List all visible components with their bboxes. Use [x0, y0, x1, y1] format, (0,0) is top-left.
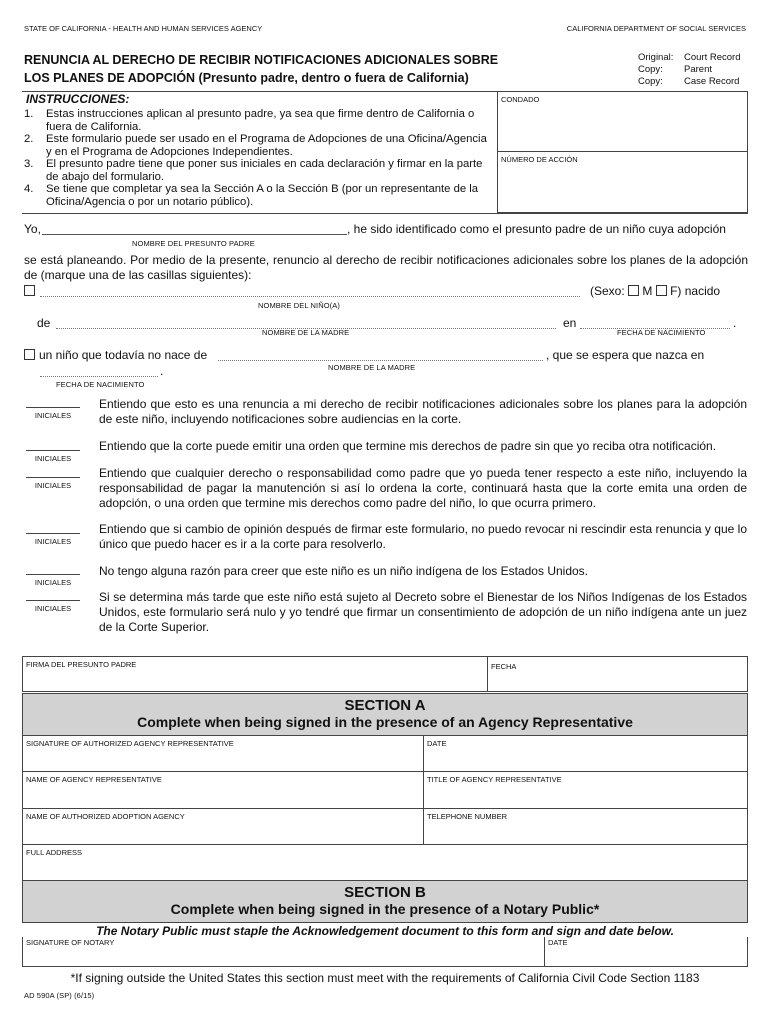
- child-name-input[interactable]: [40, 284, 580, 297]
- instruction-item: 1. Estas instrucciones aplican al presunto padre, ya sea que firme dentro de California o fuera de California.: [24, 108, 475, 133]
- notary-notice: The Notary Public must staple the Acknowledgement document to this form and sign and date below.: [96, 924, 674, 938]
- statement-paragraph: No tengo alguna razón para creer que este niño es un niño indígena de los Estados Unidos.: [99, 564, 588, 578]
- initials-field[interactable]: INICIALES: [26, 450, 80, 463]
- department-header: CALIFORNIA DEPARTMENT OF SOCIAL SERVICES: [566, 24, 746, 33]
- agency-name-field[interactable]: NAME OF AUTHORIZED ADOPTION AGENCY: [22, 808, 424, 845]
- action-number-field[interactable]: NÚMERO DE ACCIÓN: [497, 151, 748, 213]
- agency-header: STATE OF CALIFORNIA - HEALTH AND HUMAN SERVICES AGENCY: [24, 24, 263, 33]
- initials-field[interactable]: INICIALES: [26, 477, 80, 490]
- sex-f-checkbox[interactable]: [656, 285, 667, 296]
- birth-date-label: FECHA DE NACIMIENTO: [617, 328, 706, 337]
- child-name-label: NOMBRE DEL NIÑO(A): [258, 301, 340, 310]
- identified-text: , he sido identificado como el presunto padre de un niño cuya adopción: [347, 222, 726, 236]
- form-title-line2: LOS PLANES DE ADOPCIÓN (Presunto padre, dentro o fuera de California): [24, 71, 469, 85]
- agency-date-field[interactable]: DATE: [423, 735, 748, 772]
- county-field[interactable]: CONDADO: [497, 91, 748, 152]
- instruction-item: 3. El presunto padre tiene que poner sus iniciales en cada declaración y firmar en la parte de abajo del formulario.: [24, 158, 483, 183]
- instruction-item: 4. Se tiene que completar ya sea la Sección A o la Sección B (por un representante de la Oficina/Agencia o por un notario público).: [24, 183, 479, 208]
- period-text-2: .: [160, 364, 164, 378]
- notary-signature-field[interactable]: SIGNATURE OF NOTARY: [22, 937, 545, 967]
- sex-selection: (Sexo: M F) nacido: [590, 284, 721, 298]
- de-text: de: [37, 316, 51, 330]
- statement-paragraph: Entiendo que la corte puede emitir una orden que termine mis derechos de padre sin que yo reciba otra notificación.: [99, 439, 717, 453]
- child-option-checkbox[interactable]: [24, 285, 35, 296]
- divider: [22, 213, 748, 214]
- yo-text: Yo,: [24, 222, 41, 236]
- mother-name-label: NOMBRE DE LA MADRE: [262, 328, 350, 337]
- en-text: en: [563, 316, 577, 330]
- mother-name-label-2: NOMBRE DE LA MADRE: [328, 363, 416, 372]
- father-name-input[interactable]: [42, 222, 347, 235]
- notary-date-field[interactable]: DATE: [544, 937, 748, 967]
- telephone-field[interactable]: TELEPHONE NUMBER: [423, 808, 748, 845]
- instructions-list: [24, 108, 494, 208]
- father-signature-field[interactable]: FIRMA DEL PRESUNTO PADRE: [22, 656, 488, 692]
- statement-paragraph: Entiendo que cualquier derecho o responsabilidad como padre que yo pueda tener respecto a este niño, incluyendo la responsabilidad de pagar la manutención si así lo ordena la corte, continuará hasta que la corte emita una orden de adopción, o una orden que termine mis derechos como padre del niño, lo que ocurra primero.: [99, 466, 747, 510]
- birth-date-label-2: FECHA DE NACIMIENTO: [56, 380, 145, 389]
- father-signature-date-field[interactable]: FECHA: [487, 656, 748, 692]
- statement-paragraph: Entiendo que esto es una renuncia a mi derecho de recibir notificaciones adicionales sobre los planes para la adopción de este niño, incluyendo notificaciones sobre audiencias en la corte.: [99, 397, 747, 426]
- unborn-mother-name-input[interactable]: [218, 348, 543, 361]
- form-id: AD 590A (SP) (6/15): [24, 991, 95, 1000]
- instructions-heading: INSTRUCCIONES:: [26, 92, 130, 106]
- planning-text: se está planeando. Por medio de la presente, renuncio al derecho de recibir notificaciones adicionales sobre los planes de la adopción de (marque una de las casillas siguientes):: [24, 253, 748, 282]
- expected-text: , que se espera que nazca en: [546, 348, 705, 362]
- initials-field[interactable]: INICIALES: [26, 407, 80, 420]
- father-name-label: NOMBRE DEL PRESUNTO PADRE: [132, 239, 255, 248]
- section-a-header: SECTION A Complete when being signed in the presence of an Agency Representative: [22, 693, 748, 736]
- statement-paragraph: Si se determina más tarde que este niño está sujeto al Decreto sobre el Bienestar de los Niños Indígenas de los Estados Unidos, este formulario será nulo y yo tendré que firmar un consentimiento de adopción de un niño indígena ante un juez de la Corte Superior.: [99, 590, 747, 634]
- copy-distribution: Original: Court Record Copy: Parent Copy: Case Record: [638, 52, 741, 87]
- instruction-item: 2. Este formulario puede ser usado en el Programa de Adopciones de una Oficina/Agencia y en el Programa de Adopciones Independientes.: [24, 133, 487, 158]
- initials-field[interactable]: INICIALES: [26, 533, 80, 546]
- full-address-field[interactable]: FULL ADDRESS: [22, 844, 748, 881]
- agency-rep-signature-field[interactable]: SIGNATURE OF AUTHORIZED AGENCY REPRESENTATIVE: [22, 735, 424, 772]
- statement-paragraph: Entiendo que si cambio de opinión después de firmar este formulario, no puedo revocar ni rescindir esta renuncia y que lo único que puedo hacer es ir a la corte para resolverlo.: [99, 522, 747, 551]
- initials-field[interactable]: INICIALES: [26, 574, 80, 587]
- agency-rep-title-field[interactable]: TITLE OF AGENCY REPRESENTATIVE: [423, 771, 748, 809]
- unborn-text: un niño que todavía no nace de: [39, 348, 208, 362]
- expected-date-input[interactable]: [40, 366, 158, 377]
- agency-rep-name-field[interactable]: NAME OF AGENCY REPRESENTATIVE: [22, 771, 424, 809]
- sex-m-checkbox[interactable]: [628, 285, 639, 296]
- period-text: .: [733, 316, 737, 330]
- initials-field[interactable]: INICIALES: [26, 600, 80, 613]
- footnote: *If signing outside the United States this section must meet with the requirements of California Civil Code Section 1183: [70, 971, 700, 985]
- unborn-option-checkbox[interactable]: [24, 349, 35, 360]
- section-b-header: SECTION B Complete when being signed in the presence of a Notary Public*: [22, 880, 748, 923]
- form-title-line1: RENUNCIA AL DERECHO DE RECIBIR NOTIFICACIONES ADICIONALES SOBRE: [24, 53, 499, 67]
